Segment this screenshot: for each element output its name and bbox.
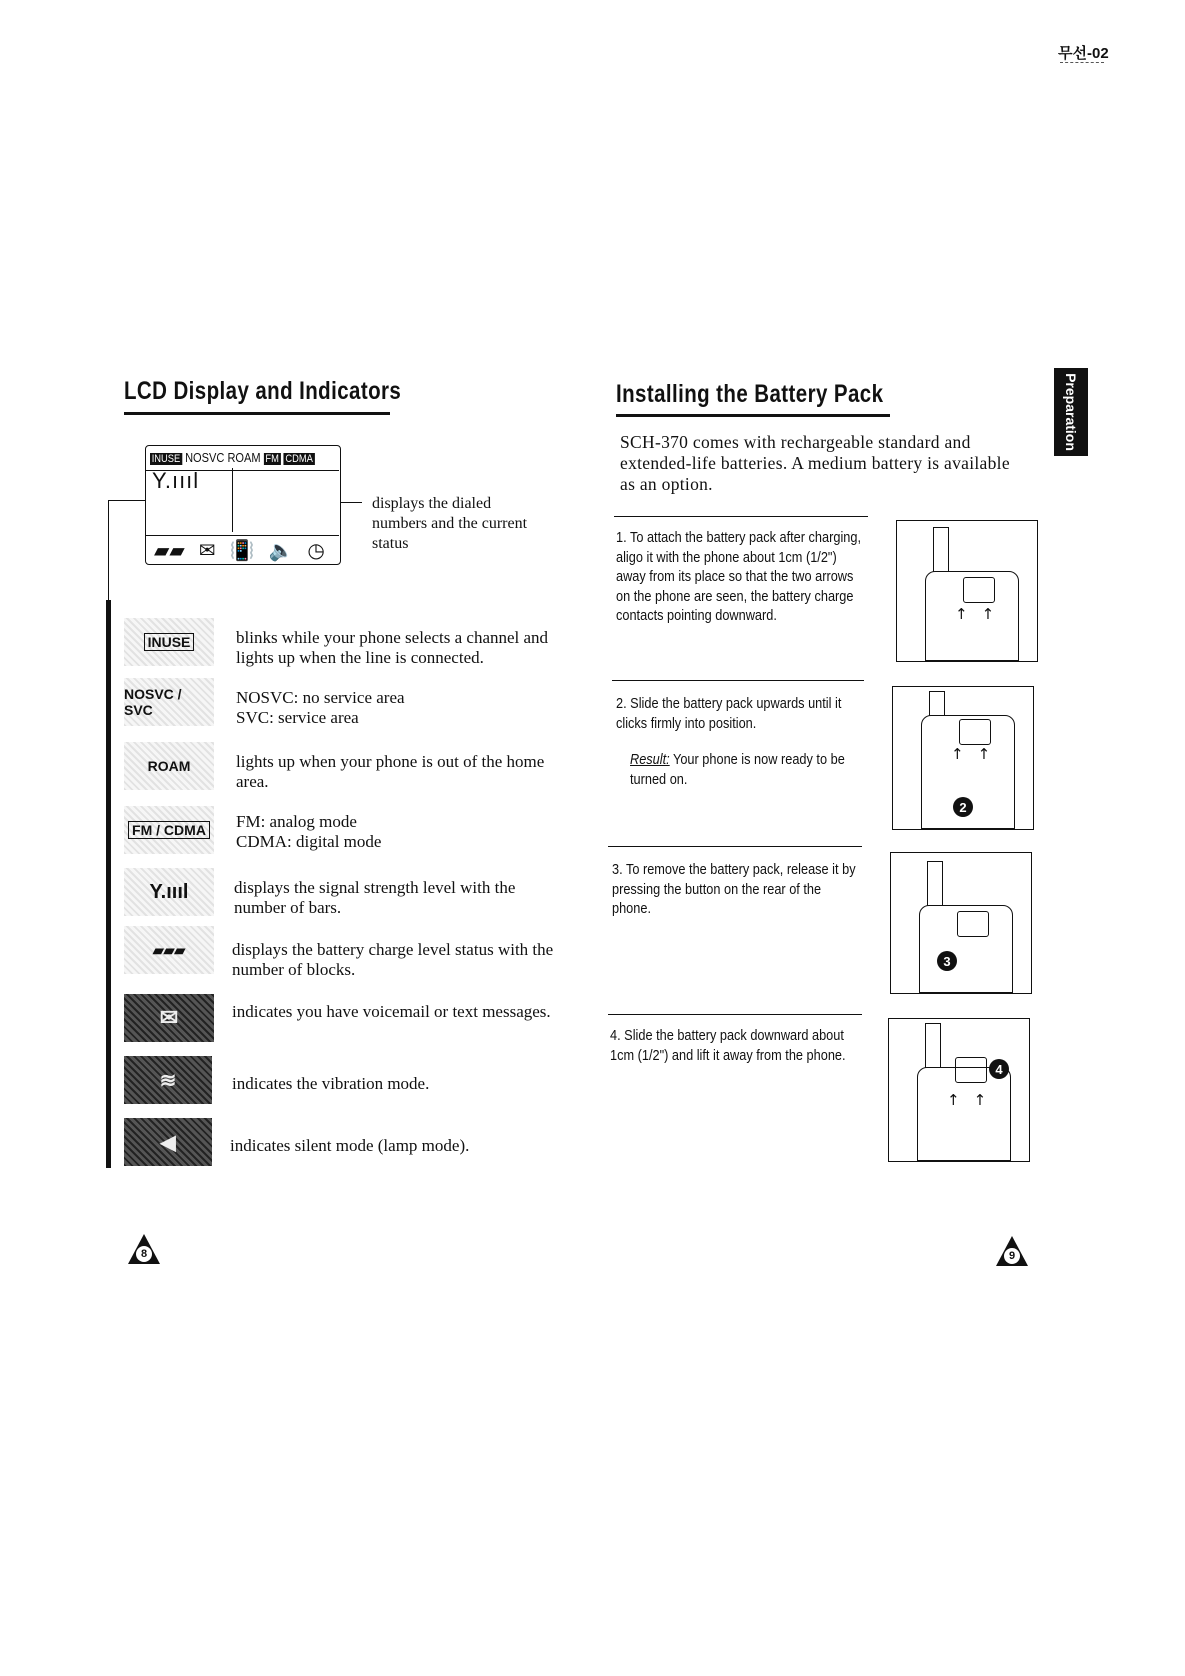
lcd-caption: displays the dialed numbers and the current status <box>372 495 528 552</box>
page-code: 무선-02 <box>1058 45 1109 62</box>
speaker-icon: 🔈 <box>268 538 294 562</box>
step4-figure: ↑↑ 4 <box>888 1018 1030 1162</box>
clock-icon: ◷ <box>307 538 325 562</box>
indicator-bar <box>106 600 111 1168</box>
battery-icon: ▰▰ <box>154 538 185 562</box>
side-tab-label: Preparation <box>1063 373 1079 451</box>
lcd-callout-line <box>340 502 362 503</box>
step2-rule <box>612 680 864 681</box>
lcd-signal-icon: Y.ıııl <box>152 468 200 493</box>
step2-result: Result: Your phone is now ready to be turned on. <box>630 751 845 788</box>
side-tab <box>1054 368 1088 456</box>
envelope-icon: ✉ <box>198 538 216 562</box>
inuse-indicator-icon: INUSE <box>124 618 214 666</box>
battery-title-rule <box>616 414 890 417</box>
indicator-bracket-vertical <box>108 500 109 600</box>
page-number-left: 8 <box>128 1234 160 1264</box>
step4-text: 4. Slide the battery pack downward about 1cm (1/2") and lift it away from the phone. <box>610 1027 846 1064</box>
battery-indicator-icon <box>124 926 214 974</box>
roam-indicator-icon: ROAM <box>124 742 214 790</box>
signal-indicator-icon: Y.ıııl <box>124 868 214 916</box>
lcd-roam-label: ROAM <box>227 450 261 465</box>
page-number-right: 9 <box>996 1236 1028 1266</box>
message-indicator-text: indicates you have voicemail or text messages. <box>232 1002 551 1021</box>
roam-indicator-text: lights up when your phone is out of the home area. <box>236 752 545 791</box>
fm-cdma-indicator-text: FM: analog mode CDMA: digital mode <box>236 812 382 851</box>
lcd-top-row <box>150 450 315 465</box>
vibration-icon: ≋ <box>159 1069 177 1092</box>
silent-indicator-text: indicates silent mode (lamp mode). <box>230 1136 470 1155</box>
indicator-bracket-top <box>108 500 146 501</box>
step3-rule <box>608 846 862 847</box>
battery-intro: SCH-370 comes with rechargeable standard and extended-life batteries. A medium battery is available as an option. <box>620 432 1010 494</box>
silent-indicator-icon <box>124 1118 212 1166</box>
step2-text: 2. Slide the battery pack upwards until it clicks firmly into position. <box>616 695 842 732</box>
lcd-display-diagram <box>145 445 341 565</box>
lcd-cdma-label: CDMA <box>285 453 313 465</box>
lcd-number-area <box>232 468 337 532</box>
message-indicator-icon <box>124 994 214 1042</box>
fm-cdma-indicator-icon: FM / CDMA <box>124 806 214 854</box>
step3-text: 3. To remove the battery pack, release it by pressing the button on the rear of the phone. <box>612 861 856 917</box>
nosvc-indicator-text: NOSVC: no service area SVC: service area <box>236 688 405 727</box>
speaker-icon: ◀ <box>160 1131 176 1154</box>
battery-section-title: Installing the Battery Pack <box>616 380 884 408</box>
vibration-indicator-icon <box>124 1056 212 1104</box>
envelope-icon: ✉ <box>159 1005 179 1030</box>
vibration-indicator-text: indicates the vibration mode. <box>232 1074 430 1093</box>
nosvc-indicator-icon: NOSVC / SVC <box>124 678 214 726</box>
lcd-section-title: LCD Display and Indicators <box>124 377 402 405</box>
step1-figure: ↑↑ <box>896 520 1038 662</box>
lcd-fm-label: FM <box>265 453 279 465</box>
step1-text: 1. To attach the battery pack after charging, aligo it with the phone about 1cm (1/2") away from its place so that the two arrows on the phone are seen, the battery charge contacts pointing downward. <box>616 529 862 624</box>
lcd-bottom-icons <box>154 538 325 562</box>
inuse-indicator-text: blinks while your phone selects a channel and lights up when the line is connected. <box>236 628 549 667</box>
battery-indicator-text: displays the battery charge level status with the number of blocks. <box>232 940 554 979</box>
page-code-underline <box>1060 62 1104 63</box>
lcd-inuse-label: INUSE <box>151 453 181 465</box>
vibration-icon: 📳 <box>229 538 255 562</box>
step2-figure: ↑↑ 2 <box>892 686 1034 830</box>
lcd-title-rule <box>124 412 390 415</box>
lcd-nosvc-label: NOSVC <box>185 450 225 465</box>
signal-indicator-text: displays the signal strength level with the number of bars. <box>234 878 516 917</box>
battery-icon: ▰▰▰ <box>152 941 186 958</box>
step4-rule <box>608 1014 862 1015</box>
step3-figure: 3 <box>890 852 1032 994</box>
step1-rule <box>614 516 868 517</box>
